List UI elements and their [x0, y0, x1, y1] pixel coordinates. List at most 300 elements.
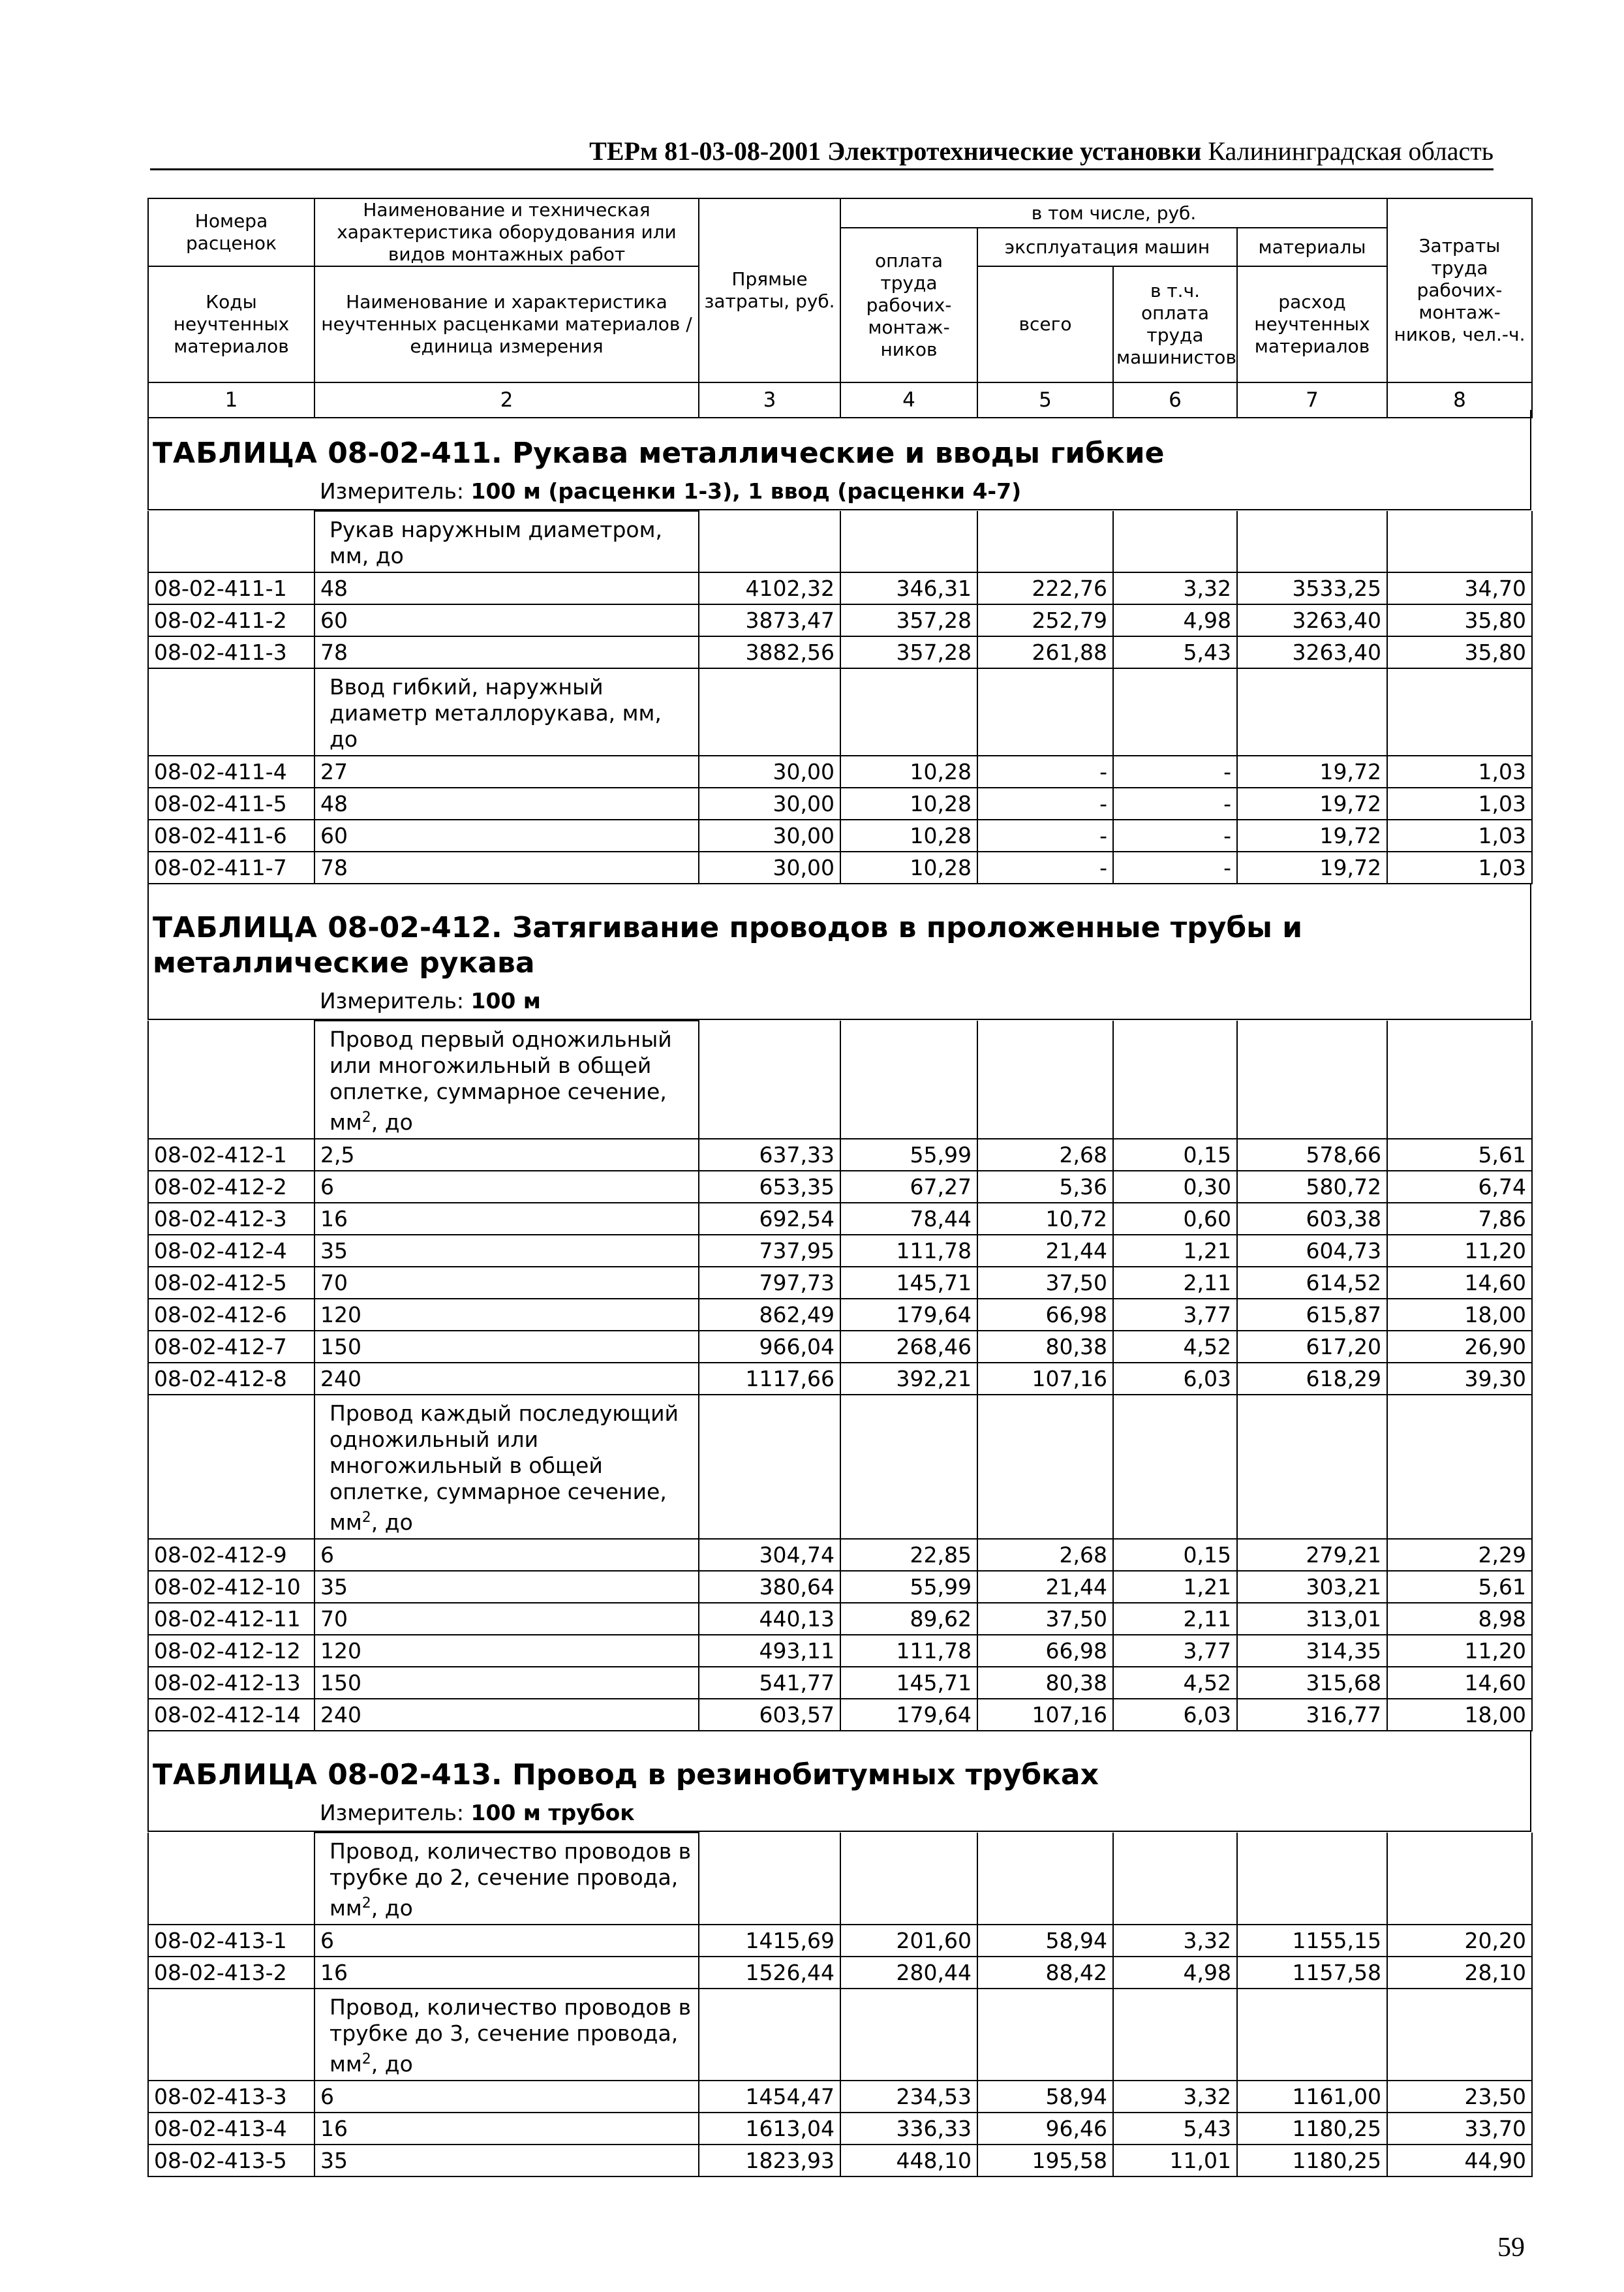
- group-heading: [314, 511, 699, 572]
- value-cell: 603,38: [1237, 1203, 1387, 1235]
- value-cell: 78,44: [840, 1203, 977, 1235]
- value-cell: 448,10: [840, 2145, 977, 2176]
- value-cell: 0,15: [1113, 1539, 1237, 1571]
- rate-code: 08-02-412-12: [148, 1635, 314, 1667]
- value-cell: 55,99: [840, 1139, 977, 1171]
- rate-name: 6: [314, 1925, 699, 1957]
- col2-bottom-header: Наименование и характеристика неучтенных расценками материалов / единица измерения: [314, 266, 699, 382]
- value-cell: 2,11: [1113, 1603, 1237, 1635]
- rate-code: 08-02-412-14: [148, 1699, 314, 1731]
- value-cell: 737,95: [699, 1235, 840, 1267]
- value-cell: -: [1113, 788, 1237, 820]
- value-cell: 10,28: [840, 756, 977, 788]
- group-heading-tail: , до: [371, 1109, 413, 1135]
- table-row: [148, 1331, 1532, 1363]
- table-row: [148, 1363, 1532, 1395]
- blank-cell: [1387, 1395, 1532, 1539]
- value-cell: 5,61: [1387, 1139, 1532, 1171]
- table-row: [148, 1299, 1532, 1331]
- value-cell: 314,35: [1237, 1635, 1387, 1667]
- value-cell: 315,68: [1237, 1667, 1387, 1699]
- value-cell: 316,77: [1237, 1699, 1387, 1731]
- superscript: 2: [361, 1109, 371, 1126]
- value-cell: 304,74: [699, 1539, 840, 1571]
- value-cell: 3533,25: [1237, 572, 1387, 604]
- value-cell: 346,31: [840, 572, 977, 604]
- blank-cell: [977, 1395, 1113, 1539]
- value-cell: 1161,00: [1237, 2081, 1387, 2113]
- blank-cell: [840, 1395, 977, 1539]
- value-cell: 1823,93: [699, 2145, 840, 2176]
- value-cell: 1,03: [1387, 820, 1532, 852]
- blank-cell: [148, 1021, 314, 1139]
- value-cell: 58,94: [977, 2081, 1113, 2113]
- value-cell: 604,73: [1237, 1235, 1387, 1267]
- blank-cell: [1237, 1989, 1387, 2081]
- rate-code: 08-02-413-4: [148, 2113, 314, 2145]
- value-cell: 1180,25: [1237, 2145, 1387, 2176]
- group-heading: [314, 1021, 699, 1139]
- measure-value: 100 м: [470, 988, 541, 1014]
- value-cell: 8,98: [1387, 1603, 1532, 1635]
- table-title: [147, 410, 1531, 476]
- rate-code: 08-02-413-2: [148, 1957, 314, 1989]
- value-cell: 22,85: [840, 1539, 977, 1571]
- group-heading-row: [148, 1395, 1532, 1539]
- value-cell: 34,70: [1387, 572, 1532, 604]
- table-row: [148, 1203, 1532, 1235]
- value-cell: 1,03: [1387, 756, 1532, 788]
- group-heading-text: Рукав наружным диаметром, мм, до: [329, 517, 662, 568]
- value-cell: 1,21: [1113, 1571, 1237, 1603]
- value-cell: 653,35: [699, 1171, 840, 1203]
- blank-cell: [1387, 1021, 1532, 1139]
- col-number: 8: [1387, 382, 1532, 418]
- table-row: [148, 1539, 1532, 1571]
- group-heading: [314, 1989, 699, 2081]
- superscript: 2: [361, 2051, 371, 2067]
- blank-cell: [1387, 511, 1532, 572]
- rate-name: 35: [314, 2145, 699, 2176]
- col3-header: Прямые затраты, руб.: [699, 198, 840, 382]
- value-cell: 14,60: [1387, 1267, 1532, 1299]
- value-cell: -: [977, 820, 1113, 852]
- col8-header: Затраты труда рабочих-монтаж-ников, чел.-ч.: [1387, 198, 1532, 382]
- value-cell: 111,78: [840, 1635, 977, 1667]
- rate-name: 70: [314, 1267, 699, 1299]
- value-cell: 80,38: [977, 1331, 1113, 1363]
- table-row: [148, 1171, 1532, 1203]
- rate-code: 08-02-412-6: [148, 1299, 314, 1331]
- blank-cell: [699, 668, 840, 756]
- rate-code: 08-02-412-10: [148, 1571, 314, 1603]
- table-row: [148, 788, 1532, 820]
- rate-tables: [147, 410, 1531, 2177]
- value-cell: 145,71: [840, 1667, 977, 1699]
- value-cell: 35,80: [1387, 604, 1532, 636]
- table-row: [148, 1139, 1532, 1171]
- value-cell: 6,03: [1113, 1363, 1237, 1395]
- materials-header: материалы: [1237, 228, 1387, 266]
- col-number: 7: [1237, 382, 1387, 418]
- group-heading-tail: , до: [371, 1510, 413, 1535]
- value-cell: 19,72: [1237, 820, 1387, 852]
- col1-top-header: Номера расценок: [148, 198, 314, 266]
- rate-code: 08-02-413-1: [148, 1925, 314, 1957]
- running-head-region: Калининградская область: [1201, 136, 1494, 166]
- blank-cell: [1387, 668, 1532, 756]
- rate-name: 70: [314, 1603, 699, 1635]
- group-heading-row: [148, 1021, 1532, 1139]
- group-heading-text: Провод каждый последующий одножильный или многожильный в общей оплетке, суммарное сечение, мм: [329, 1401, 679, 1535]
- value-cell: 1155,15: [1237, 1925, 1387, 1957]
- value-cell: 617,20: [1237, 1331, 1387, 1363]
- superscript: 2: [361, 1510, 371, 1526]
- table-row: [148, 820, 1532, 852]
- table-row: [148, 2081, 1532, 2113]
- col6-header: в т.ч. оплата труда машинистов: [1113, 266, 1237, 382]
- rate-name: 120: [314, 1635, 699, 1667]
- blank-cell: [1113, 1395, 1237, 1539]
- rate-name: 35: [314, 1571, 699, 1603]
- blank-cell: [148, 1989, 314, 2081]
- value-cell: -: [977, 756, 1113, 788]
- table-row: [148, 2145, 1532, 2176]
- blank-cell: [148, 1833, 314, 1925]
- value-cell: 66,98: [977, 1635, 1113, 1667]
- machines-header: эксплуатация машин: [977, 228, 1237, 266]
- value-cell: -: [1113, 852, 1237, 884]
- rate-code: 08-02-412-13: [148, 1667, 314, 1699]
- table-row: [148, 1699, 1532, 1731]
- value-cell: 3,77: [1113, 1299, 1237, 1331]
- value-cell: 1,03: [1387, 788, 1532, 820]
- rate-table: [147, 1832, 1533, 2177]
- value-cell: 5,43: [1113, 636, 1237, 668]
- blank-cell: [977, 511, 1113, 572]
- measure-label: Измеритель:: [320, 988, 471, 1014]
- value-cell: 28,10: [1387, 1957, 1532, 1989]
- col7-header: расход неучтенных материалов: [1237, 266, 1387, 382]
- value-cell: 5,36: [977, 1171, 1113, 1203]
- value-cell: 179,64: [840, 1299, 977, 1331]
- table-title-text: 08-02-412. Затягивание проводов в проложенные трубы и металлические рукава: [153, 911, 1303, 980]
- value-cell: 39,30: [1387, 1363, 1532, 1395]
- rate-name: 6: [314, 1171, 699, 1203]
- col2-top-header: Наименование и техническая характеристика оборудования или видов монтажных работ: [314, 198, 699, 266]
- value-cell: 578,66: [1237, 1139, 1387, 1171]
- blank-cell: [148, 1395, 314, 1539]
- blank-cell: [1387, 1833, 1532, 1925]
- value-cell: 615,87: [1237, 1299, 1387, 1331]
- rate-name: 120: [314, 1299, 699, 1331]
- group-heading: [314, 1833, 699, 1925]
- table-title: [147, 1731, 1531, 1798]
- value-cell: 35,80: [1387, 636, 1532, 668]
- value-cell: 1117,66: [699, 1363, 840, 1395]
- blank-cell: [699, 1395, 840, 1539]
- measure-line: [147, 476, 1531, 510]
- value-cell: 37,50: [977, 1603, 1113, 1635]
- value-cell: 89,62: [840, 1603, 977, 1635]
- value-cell: 3,32: [1113, 1925, 1237, 1957]
- value-cell: 179,64: [840, 1699, 977, 1731]
- group-heading: [314, 1395, 699, 1539]
- value-cell: 55,99: [840, 1571, 977, 1603]
- value-cell: 1157,58: [1237, 1957, 1387, 1989]
- blank-cell: [1113, 1021, 1237, 1139]
- blank-cell: [1113, 1989, 1237, 2081]
- blank-cell: [699, 511, 840, 572]
- value-cell: 5,43: [1113, 2113, 1237, 2145]
- rate-name: 60: [314, 820, 699, 852]
- rate-name: 78: [314, 636, 699, 668]
- table-title-text: 08-02-413. Провод в резинобитумных трубках: [328, 1758, 1099, 1791]
- value-cell: 2,68: [977, 1139, 1113, 1171]
- value-cell: 3873,47: [699, 604, 840, 636]
- value-cell: 23,50: [1387, 2081, 1532, 2113]
- value-cell: 107,16: [977, 1363, 1113, 1395]
- table-row: [148, 636, 1532, 668]
- value-cell: 30,00: [699, 756, 840, 788]
- value-cell: 80,38: [977, 1667, 1113, 1699]
- rate-code: 08-02-411-5: [148, 788, 314, 820]
- value-cell: 21,44: [977, 1235, 1113, 1267]
- rate-code: 08-02-413-3: [148, 2081, 314, 2113]
- table-row: [148, 604, 1532, 636]
- rate-code: 08-02-412-7: [148, 1331, 314, 1363]
- rate-code: 08-02-411-2: [148, 604, 314, 636]
- rate-name: 35: [314, 1235, 699, 1267]
- column-header-table: [147, 198, 1533, 418]
- value-cell: 603,57: [699, 1699, 840, 1731]
- value-cell: 261,88: [977, 636, 1113, 668]
- value-cell: 3263,40: [1237, 636, 1387, 668]
- blank-cell: [840, 1021, 977, 1139]
- value-cell: 614,52: [1237, 1267, 1387, 1299]
- blank-cell: [1387, 1989, 1532, 2081]
- value-cell: -: [1113, 756, 1237, 788]
- value-cell: 6,03: [1113, 1699, 1237, 1731]
- col5-header: всего: [977, 266, 1113, 382]
- rate-name: 6: [314, 1539, 699, 1571]
- rate-name: 78: [314, 852, 699, 884]
- rate-name: 6: [314, 2081, 699, 2113]
- table-row: [148, 1571, 1532, 1603]
- value-cell: 336,33: [840, 2113, 977, 2145]
- value-cell: 145,71: [840, 1267, 977, 1299]
- rate-table: [147, 510, 1533, 884]
- rate-code: 08-02-411-4: [148, 756, 314, 788]
- value-cell: 14,60: [1387, 1667, 1532, 1699]
- rate-name: 240: [314, 1363, 699, 1395]
- value-cell: 222,76: [977, 572, 1113, 604]
- blank-cell: [977, 668, 1113, 756]
- value-cell: 279,21: [1237, 1539, 1387, 1571]
- value-cell: 797,73: [699, 1267, 840, 1299]
- rate-code: 08-02-412-3: [148, 1203, 314, 1235]
- value-cell: 357,28: [840, 636, 977, 668]
- rate-table: [147, 1020, 1533, 1731]
- group-heading-row: [148, 668, 1532, 756]
- value-cell: 5,61: [1387, 1571, 1532, 1603]
- value-cell: 44,90: [1387, 2145, 1532, 2176]
- value-cell: 58,94: [977, 1925, 1113, 1957]
- value-cell: 96,46: [977, 2113, 1113, 2145]
- value-cell: 10,28: [840, 820, 977, 852]
- value-cell: 966,04: [699, 1331, 840, 1363]
- value-cell: 21,44: [977, 1571, 1113, 1603]
- rate-code: 08-02-411-6: [148, 820, 314, 852]
- value-cell: -: [977, 852, 1113, 884]
- measure-line: [147, 986, 1531, 1020]
- value-cell: 3,77: [1113, 1635, 1237, 1667]
- value-cell: 692,54: [699, 1203, 840, 1235]
- blank-cell: [840, 511, 977, 572]
- blank-cell: [1237, 1833, 1387, 1925]
- rate-code: 08-02-411-3: [148, 636, 314, 668]
- including-header: в том числе, руб.: [840, 198, 1387, 228]
- value-cell: 30,00: [699, 788, 840, 820]
- value-cell: 37,50: [977, 1267, 1113, 1299]
- group-heading-row: [148, 1989, 1532, 2081]
- value-cell: 0,15: [1113, 1139, 1237, 1171]
- value-cell: 3882,56: [699, 636, 840, 668]
- blank-cell: [148, 668, 314, 756]
- group-heading-text: Ввод гибкий, наружный диаметр металлорукава, мм, до: [329, 674, 662, 752]
- rate-name: 2,5: [314, 1139, 699, 1171]
- group-heading-text: Провод, количество проводов в трубке до 2, сечение провода, мм: [329, 1838, 692, 1921]
- rate-code: 08-02-412-8: [148, 1363, 314, 1395]
- value-cell: 19,72: [1237, 756, 1387, 788]
- blank-cell: [148, 511, 314, 572]
- blank-cell: [1237, 1395, 1387, 1539]
- value-cell: 493,11: [699, 1635, 840, 1667]
- value-cell: 3,32: [1113, 572, 1237, 604]
- table-label: ТАБЛИЦА: [153, 437, 318, 470]
- col-number: 3: [699, 382, 840, 418]
- table-row: [148, 1267, 1532, 1299]
- value-cell: 252,79: [977, 604, 1113, 636]
- col-number: 2: [314, 382, 699, 418]
- table-row: [148, 1235, 1532, 1267]
- value-cell: 1,21: [1113, 1235, 1237, 1267]
- value-cell: 862,49: [699, 1299, 840, 1331]
- blank-cell: [977, 1989, 1113, 2081]
- table-row: [148, 1925, 1532, 1957]
- rate-code: 08-02-413-5: [148, 2145, 314, 2176]
- value-cell: 3263,40: [1237, 604, 1387, 636]
- rate-code: 08-02-412-11: [148, 1603, 314, 1635]
- group-heading-text: Провод первый одножильный или многожильный в общей оплетке, суммарное сечение, мм: [329, 1027, 672, 1135]
- table-label: ТАБЛИЦА: [153, 1758, 318, 1791]
- group-heading-tail: , до: [371, 1895, 413, 1921]
- blank-cell: [1237, 1021, 1387, 1139]
- blank-cell: [1113, 1833, 1237, 1925]
- blank-cell: [977, 1021, 1113, 1139]
- value-cell: 2,68: [977, 1539, 1113, 1571]
- blank-cell: [699, 1021, 840, 1139]
- rate-name: 150: [314, 1331, 699, 1363]
- value-cell: 580,72: [1237, 1171, 1387, 1203]
- value-cell: 18,00: [1387, 1699, 1532, 1731]
- table-row: [148, 572, 1532, 604]
- value-cell: 1526,44: [699, 1957, 840, 1989]
- value-cell: 30,00: [699, 852, 840, 884]
- group-heading: [314, 668, 699, 756]
- value-cell: 3,32: [1113, 2081, 1237, 2113]
- table-row: [148, 1667, 1532, 1699]
- value-cell: 280,44: [840, 1957, 977, 1989]
- value-cell: 313,01: [1237, 1603, 1387, 1635]
- value-cell: 1180,25: [1237, 2113, 1387, 2145]
- value-cell: 10,28: [840, 852, 977, 884]
- rate-name: 16: [314, 1957, 699, 1989]
- measure-value: 100 м (расценки 1-3), 1 ввод (расценки 4-7): [470, 478, 1022, 504]
- value-cell: 2,29: [1387, 1539, 1532, 1571]
- table-title: [147, 884, 1531, 986]
- col-number: 1: [148, 382, 314, 418]
- value-cell: 6,74: [1387, 1171, 1532, 1203]
- rate-code: 08-02-411-1: [148, 572, 314, 604]
- rate-name: 48: [314, 572, 699, 604]
- value-cell: 440,13: [699, 1603, 840, 1635]
- value-cell: 10,28: [840, 788, 977, 820]
- rate-name: 150: [314, 1667, 699, 1699]
- table-row: [148, 756, 1532, 788]
- blank-cell: [977, 1833, 1113, 1925]
- value-cell: 0,30: [1113, 1171, 1237, 1203]
- table-label: ТАБЛИЦА: [153, 911, 318, 944]
- rate-code: 08-02-412-1: [148, 1139, 314, 1171]
- blank-cell: [840, 668, 977, 756]
- value-cell: 4,52: [1113, 1331, 1237, 1363]
- value-cell: 357,28: [840, 604, 977, 636]
- value-cell: 618,29: [1237, 1363, 1387, 1395]
- value-cell: 234,53: [840, 2081, 977, 2113]
- table-row: [148, 1957, 1532, 1989]
- value-cell: 10,72: [977, 1203, 1113, 1235]
- value-cell: 19,72: [1237, 788, 1387, 820]
- value-cell: 380,64: [699, 1571, 840, 1603]
- table-row: [148, 1635, 1532, 1667]
- col-number: 6: [1113, 382, 1237, 418]
- value-cell: 4102,32: [699, 572, 840, 604]
- blank-cell: [1237, 668, 1387, 756]
- blank-cell: [699, 1989, 840, 2081]
- col4-header: оплата труда рабочих-монтаж-ников: [840, 228, 977, 382]
- group-heading-text: Провод, количество проводов в трубке до 3, сечение провода, мм: [329, 1994, 692, 2077]
- value-cell: 107,16: [977, 1699, 1113, 1731]
- blank-cell: [840, 1989, 977, 2081]
- rate-name: 16: [314, 2113, 699, 2145]
- value-cell: 4,52: [1113, 1667, 1237, 1699]
- blank-cell: [699, 1833, 840, 1925]
- value-cell: -: [977, 788, 1113, 820]
- group-heading-row: [148, 511, 1532, 572]
- rate-code: 08-02-411-7: [148, 852, 314, 884]
- measure-line: [147, 1798, 1531, 1832]
- measure-label: Измеритель:: [320, 1800, 471, 1825]
- value-cell: -: [1113, 820, 1237, 852]
- rate-code: 08-02-412-4: [148, 1235, 314, 1267]
- value-cell: 637,33: [699, 1139, 840, 1171]
- value-cell: 303,21: [1237, 1571, 1387, 1603]
- value-cell: 1613,04: [699, 2113, 840, 2145]
- value-cell: 11,01: [1113, 2145, 1237, 2176]
- running-head: [150, 134, 1494, 170]
- value-cell: 11,20: [1387, 1635, 1532, 1667]
